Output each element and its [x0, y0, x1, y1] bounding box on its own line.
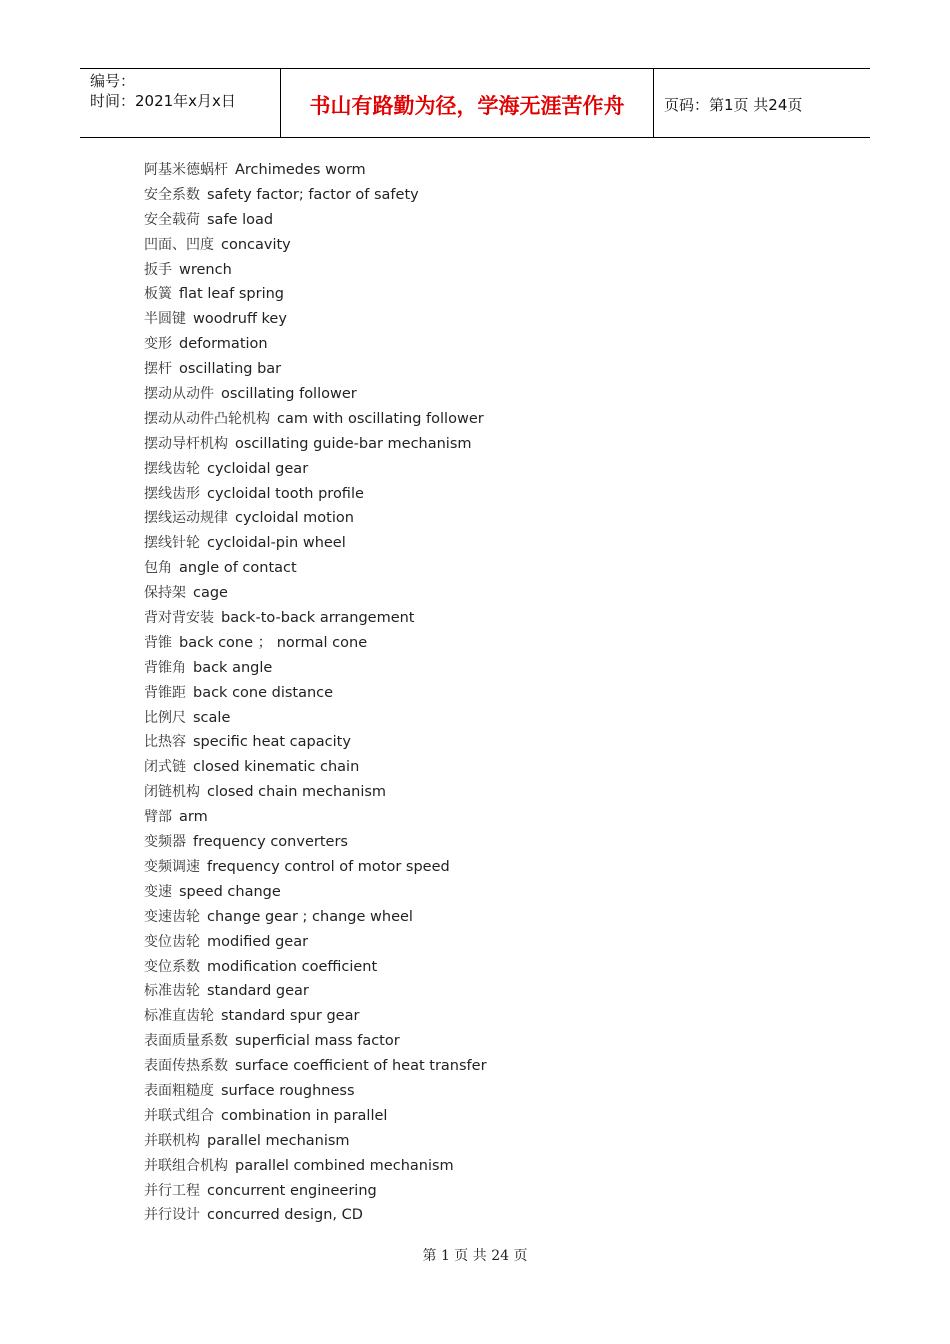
glossary-item [144, 681, 487, 706]
term-chinese: 背锥角 [144, 659, 186, 676]
term-chinese: 变形 [144, 336, 172, 353]
glossary-item [144, 930, 487, 955]
term-english: closed kinematic chain [193, 759, 360, 776]
glossary-item [144, 979, 487, 1004]
term-english: back-to-back arrangement [221, 610, 415, 627]
page-header [80, 68, 870, 138]
footer-page-number: 第 1 页 共 24 页 [422, 1248, 528, 1264]
term-chinese: 摆杆 [144, 361, 172, 378]
term-chinese: 摆线齿轮 [144, 460, 200, 477]
term-english: deformation [179, 336, 268, 353]
glossary-item [144, 780, 487, 805]
term-chinese: 板簧 [144, 286, 172, 303]
term-chinese: 变位齿轮 [144, 933, 200, 950]
glossary-list [144, 158, 487, 1228]
term-english: standard gear [207, 983, 309, 1000]
term-english: cage [193, 585, 228, 602]
term-chinese: 背对背安装 [144, 610, 214, 627]
glossary-item [144, 855, 487, 880]
glossary-item [144, 1054, 487, 1079]
glossary-item [144, 332, 487, 357]
header-page-label: 页码：第1页 共24页 [664, 95, 803, 114]
glossary-item [144, 955, 487, 980]
term-english: standard spur gear [221, 1008, 360, 1025]
term-chinese: 摆线齿形 [144, 485, 200, 502]
glossary-item [144, 706, 487, 731]
glossary-item [144, 656, 487, 681]
term-english: oscillating bar [179, 361, 282, 378]
term-english: modification coefficient [207, 958, 378, 975]
glossary-item [144, 880, 487, 905]
glossary-item [144, 631, 487, 656]
glossary-item [144, 457, 487, 482]
term-chinese: 保持架 [144, 585, 186, 602]
glossary-item [144, 805, 487, 830]
number-label: 编号： [90, 72, 136, 90]
term-chinese: 凹面、凹度 [144, 236, 214, 253]
term-english: frequency control of motor speed [207, 858, 450, 875]
term-chinese: 摆线针轮 [144, 535, 200, 552]
glossary-item [144, 208, 487, 233]
term-chinese: 阿基米德蜗杆 [144, 162, 228, 178]
term-english: surface coefficient of heat transfer [235, 1058, 487, 1075]
term-chinese: 摆线运动规律 [144, 510, 228, 527]
glossary-item [144, 307, 487, 332]
glossary-item [144, 1203, 487, 1228]
term-chinese: 变频器 [144, 834, 186, 851]
term-chinese: 标准直齿轮 [144, 1008, 214, 1025]
glossary-item [144, 730, 487, 755]
term-english: cycloidal-pin wheel [207, 535, 346, 552]
glossary-item [144, 1129, 487, 1154]
glossary-item [144, 357, 487, 382]
term-chinese: 并行工程 [144, 1182, 200, 1199]
term-english: superficial mass factor [235, 1033, 400, 1050]
term-english: oscillating follower [221, 386, 357, 403]
term-english: Archimedes worm [235, 162, 366, 178]
term-english: woodruff key [193, 311, 287, 328]
glossary-item [144, 556, 487, 581]
term-english: concurred design, CD [207, 1207, 363, 1224]
term-chinese: 臂部 [144, 809, 172, 826]
header-meta [80, 69, 281, 137]
glossary-item [144, 258, 487, 283]
term-english: scale [193, 709, 231, 726]
term-english: cam with oscillating follower [277, 410, 484, 427]
term-english: cycloidal gear [207, 460, 309, 477]
term-english: back cone distance [193, 684, 334, 701]
glossary-item [144, 1029, 487, 1054]
glossary-item [144, 905, 487, 930]
term-chinese: 闭式链 [144, 759, 186, 776]
term-english: parallel combined mechanism [235, 1157, 454, 1174]
glossary-item [144, 282, 487, 307]
term-english: angle of contact [179, 560, 297, 577]
glossary-item [144, 606, 487, 631]
glossary-item [144, 1079, 487, 1104]
glossary-item [144, 407, 487, 432]
term-chinese: 摆动导杆机构 [144, 435, 228, 452]
term-english: speed change [179, 883, 281, 900]
glossary-item [144, 233, 487, 258]
term-english: back angle [193, 659, 273, 676]
term-chinese: 并联机构 [144, 1132, 200, 1149]
glossary-item [144, 432, 487, 457]
term-chinese: 背锥距 [144, 684, 186, 701]
term-chinese: 半圆键 [144, 311, 186, 328]
term-english: back cone ； normal cone [179, 634, 368, 651]
glossary-item [144, 581, 487, 606]
term-chinese: 背锥 [144, 634, 172, 651]
term-chinese: 表面传热系数 [144, 1058, 228, 1075]
glossary-item [144, 482, 487, 507]
term-chinese: 标准齿轮 [144, 983, 200, 1000]
term-english: flat leaf spring [179, 286, 285, 303]
header-motto: 书山有路勤为径，学海无涯苦作舟 [281, 69, 654, 137]
term-chinese: 变位系数 [144, 958, 200, 975]
glossary-item [144, 1179, 487, 1204]
term-english: concavity [221, 236, 291, 253]
term-english: concurrent engineering [207, 1182, 377, 1199]
term-english: frequency converters [193, 834, 348, 851]
glossary-item [144, 183, 487, 208]
term-chinese: 变频调速 [144, 858, 200, 875]
glossary-item [144, 1004, 487, 1029]
term-chinese: 安全载荷 [144, 211, 200, 228]
term-chinese: 变速齿轮 [144, 908, 200, 925]
term-chinese: 闭链机构 [144, 784, 200, 801]
glossary-item [144, 506, 487, 531]
term-english: safe load [207, 211, 274, 228]
term-english: specific heat capacity [193, 734, 351, 751]
page-footer [0, 1245, 950, 1265]
glossary-item [144, 1104, 487, 1129]
term-english: combination in parallel [221, 1107, 388, 1124]
term-english: safety factor; factor of safety [207, 186, 419, 203]
term-english: modified gear [207, 933, 309, 950]
term-english: arm [179, 809, 208, 826]
term-chinese: 比例尺 [144, 709, 186, 726]
glossary-item [144, 830, 487, 855]
glossary-item [144, 755, 487, 780]
term-chinese: 包角 [144, 560, 172, 577]
term-chinese: 并联式组合 [144, 1107, 214, 1124]
term-english: oscillating guide-bar mechanism [235, 435, 472, 452]
time-label: 时间：2021年x月x日 [90, 92, 236, 110]
term-chinese: 变速 [144, 883, 172, 900]
term-english: closed chain mechanism [207, 784, 387, 801]
term-english: cycloidal motion [235, 510, 354, 527]
term-english: cycloidal tooth profile [207, 485, 364, 502]
term-english: wrench [179, 261, 232, 278]
term-english: parallel mechanism [207, 1132, 350, 1149]
glossary-item [144, 1154, 487, 1179]
term-chinese: 并联组合机构 [144, 1157, 228, 1174]
term-chinese: 摆动从动件 [144, 386, 214, 403]
term-chinese: 扳手 [144, 261, 172, 278]
term-chinese: 摆动从动件凸轮机构 [144, 410, 270, 427]
term-chinese: 表面粗糙度 [144, 1082, 214, 1099]
glossary-item [144, 531, 487, 556]
term-chinese: 安全系数 [144, 186, 200, 203]
term-chinese: 并行设计 [144, 1207, 200, 1224]
term-chinese: 表面质量系数 [144, 1033, 228, 1050]
term-english: surface roughness [221, 1082, 355, 1099]
term-english: change gear ; change wheel [207, 908, 413, 925]
term-chinese: 比热容 [144, 734, 186, 751]
glossary-item [144, 382, 487, 407]
glossary-item [144, 158, 487, 183]
